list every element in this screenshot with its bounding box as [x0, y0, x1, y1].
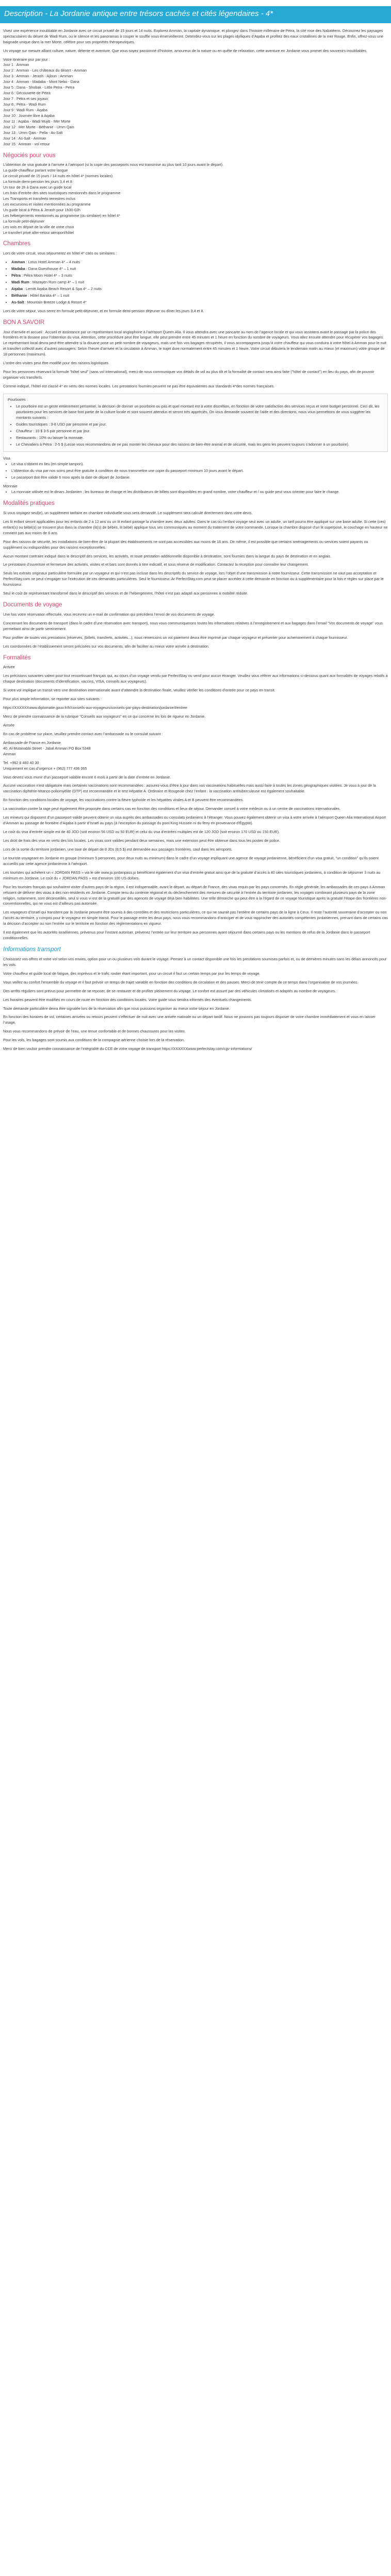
room-city: Aqaba — [11, 286, 23, 291]
itinerary-day: Jour 12 : Mer Morte - Béthanie - Umm Qais — [3, 124, 74, 129]
formalities-paragraph: Aucune vaccination n’est obligatoire mais certaines vaccinations sont recommandées : assurez-vous d’être à jour dans vos vaccinations habituelles mais aussi faire à toutes les zones géographiques visitées. Je vous à jour de la vaccination diphtérie-tétanos-poliomyélite (DTP) est recommandée et le test Hépatite A. Ordinaire et Rougeole chez l’enfant : la vaccination antituberculeuse est également souhaitable. — [3, 783, 376, 794]
docs-paragraph: Pour profiter de toutes vos prestations (réserves, (billets, transferts, activités...), nous remercions un vol paiement devra être imprimé par chaque voyageur et présenter pour acheminement à chaque fournisseur. — [3, 635, 348, 640]
itinerary-day: Jour 3 : Amman - Jerash - Ajloun - Amman — [3, 74, 73, 79]
tips-item: • Guides touristiques : 3-8 USD par personne et par jour. — [16, 422, 383, 428]
formalities-paragraph: Ainsée — [3, 722, 14, 727]
included-item: Les Transports et transferts terrestres inclus — [3, 196, 76, 201]
description-section — [0, 28, 391, 1052]
tips-list — [8, 404, 383, 448]
tips-item: • Le pourboire est un geste entièrement personnel, la décision de donner un pourboire ou pas et quel montant est à votre discrétion, en fonction de votre satisfaction des services reçus et votre budget personnel. Ceci dit, les pourboires pour les services de base font partie de la culture locale et sont souvent attendus et seront très appréciés. On vous demande souvent de l’aide et des directions, nous vous permettons de vous suggérer les montants suivants : — [16, 404, 383, 421]
good-to-know-paragraph: L’ordre des visites peut être modifié pour des raisons logistiques. — [3, 361, 110, 366]
visa-label: Visa — [3, 456, 10, 461]
transport-paragraph: Nous vous recommandons de prévoir de l’eau, une tenue confortable et de bonnes chaussures pour les visites. — [3, 1029, 186, 1034]
transport-paragraph: Des arrêts réguliers sont prévus pour permettre de se reposer, de se restaurer et de profiter pleinement du voyage. Le confort est assuré par des véhicules climatisés et adaptés au nombre de voyageurs. — [3, 988, 336, 993]
rooms-note: Lors de votre séjour, vous serez en formule petit-déjeuner, et en formule demi-pension déjeuner ou dîner les jours 3,4 et 8. — [3, 308, 204, 313]
terms-paragraph: Pour des raisons de sécurité, les installations de bien-être de la plupart des établissements ne sont pas accessibles aux moins de 16 ans. De même, il est possible que certains aménagements ou services soient payants ou supplément ou indisponibles pour des raisons exceptionnelles. — [3, 539, 368, 550]
terms-heading: Modalités pratiques — [3, 500, 55, 507]
good-to-know-paragraph: Jour d’arrivée et accueil : Accueil et assistance par un représentant local anglophone à l’aéroport Queen Alia. Il vous attendra avec une pancarte au nom de l’agence locale et qui vous assistera avant le passage par la police des frontières et la douane pour l’obtention du visa. Attention, cette procédure peut être longue, elle peut prendre entre 45 minutes et 1 heure en fonction du nombre de voyageurs. Vous allez ensuite attendre pour récupérer vos bagages. Le représentant local devra peut-être attendre si la douane pose un petit nombre de voyageurs, mais une fois vos bagages récupérés, il vous accompagnera jusqu’à votre chauffeur qui vous conduira à votre hôtel à Amman pour le nuit et transfert collectif avec d’autres passagers. Selon l’heure d’arrivée et la circulation à Amman, le trajet dure normalement entre 45 minutes et 1 heure. Votre circuit débutera le lendemain matin au mieux (et maximum) votre groupe de 18 personnes (maximum). — [3, 329, 387, 357]
itinerary-day: Jour 15 : Amman - vol retour — [3, 141, 50, 146]
formalities-paragraph: Vous devrez vous munir d’un passeport valable encore 6 mois à partir de la date d’entrée en Jordanie. — [3, 774, 171, 779]
formalities-paragraph: Lors de la sortie du territoire jordanien, une taxe de départ de 8 JDs (8,5 $) est demandée aux passages frontières, sauf dans les aéroports. — [3, 846, 233, 852]
included-item: La formule petit-déjeuner — [3, 218, 44, 224]
itinerary-day: Jour 13 : Umm Qais - Pella - As-Salt — [3, 130, 63, 135]
tips-item: • Chauffeur : 10 $ 3-5 par personne et par jour. — [16, 429, 383, 434]
included-item: Le circuit privatif de 15 jours / 14 nuits en hôtel 4* (normes locales) — [3, 174, 113, 179]
included-item: Le transfert privé aller-retour aéroport/hôtel — [3, 230, 74, 235]
included-list — [3, 162, 388, 235]
good-to-know-heading: BON A SAVOIR — [3, 319, 45, 326]
formalities-paragraph: Les voyageurs d’Israël qui transitent par la Jordanie peuvent être soumis à des contrôles et des restrictions particulières, ce qui ne saurait pas l’entière de certains pays de la ligne à Ceux. Il reste l’autorité souveraine d’accepter ou non l’accès au territoire, y compris pour le voyageur en simple transit. Pour le passage entre les deux pays, nous vous recommandons d’anticiper et de vous rapprocher des autorités compétentes jordaniennes, prenant dans de certains cas la décision d’accepter ou non l’entrée sur le territoire en fonction des règlementations en vigueur. — [3, 910, 388, 926]
itinerary-day: Jour 11 : Aqaba - Wadi Mujib - Mer Morte — [3, 118, 71, 124]
itinerary-day: Jour 14 : As-Salt - Amman — [3, 135, 46, 141]
embassy-emergency: Uniquement en cas d’urgence + (962) 777 436 065 — [3, 766, 87, 771]
transport-paragraph: Votre chauffeur et guide local de fatigue, des imprévus et le trafic routier étant important, pour un circuit il faut un certain temps par jour les temps de voyage. — [3, 971, 260, 976]
itinerary-day: Jour 7 : Pétra et ses joyaux — [3, 96, 48, 101]
itinerary-day: Jour 2 : Amman - Les châteaux du désert - Amman — [3, 68, 87, 73]
terms-paragraph: Aucun montant contraire indiqué dans le descriptif des services, les activités, et toute prestation additionnelle disponible à destination, sont fournies dans la langue du pays de destination et en anglais. — [3, 553, 332, 558]
docs-paragraph: Les coordonnées de l’établissement seront précisées sur vos documents, afin de faciliter au mieux votre arrivée à destination. — [3, 643, 209, 649]
itinerary-day: Jour 4 : Amman - Madaba - Mont Nebo - Dana — [3, 79, 79, 84]
formalities-paragraph: La vaccination contre la rage peut également être proposée dans certains cas en fonction des conditions et lieux de séjour. Demander conseil à votre médecin ou à un centre de vaccinations internationales. — [3, 806, 341, 811]
embassy-line: Ambassade de France en Jordanie — [3, 740, 61, 745]
formalities-paragraph: Pour plus ample information, se reporter aux sites suivants : — [3, 697, 102, 702]
room-item: • Pétra : Pétra Moon Hotel 4* – 3 nuits — [11, 273, 388, 279]
transport-paragraph: Toute demande particulière devra être signalée lors de la réservation afin que nous puissions organiser au mieux votre séjour en Jordanie. — [3, 1006, 230, 1011]
formalities-link[interactable]: https://XXXXXXwww.diplomatie.gouv.fr/fr/conseils-aux-voyageurs/conseils-par-pays-destination/jordanie/#entree — [3, 705, 188, 710]
room-item: • Wadi Rum : Mazayen Rum camp 4* – 1 nuit — [11, 280, 388, 285]
room-item: • Amman : Lotus Hotel Amman 4* – 4 nuits — [11, 260, 388, 265]
good-to-know-paragraph: Comme indiqué, l’hôtel est classé 4* en vertu des normes locales. Les prestations fournies peuvent ne pas être équivalentes aux standards 4*des normes françaises. — [3, 384, 275, 389]
embassy-block — [3, 740, 388, 757]
docs-paragraph: Concernant les documents de transport (dans le cadre d’une réservation avec transport), nous vous communiquerons toutes les informations relatives à l’enregistrement et aux bagages dans l’email "Vos documents de voyage" vous permettant ainsi de partir sereinement. — [3, 620, 383, 631]
formalities-paragraph: Les droit de frais des visa en vertu des lois locales. Les visas sont valides pendant deux semaines, mais une extension peut être obtenue dans tous les postes de police. — [3, 838, 280, 843]
included-item: La formule demi-pension les jours 3,4 et 8 — [3, 179, 72, 184]
formalities-subheading: Arrivée — [3, 665, 15, 670]
formalities-paragraph: Le coût du visa d’entrée simple est de 40 JOD (soit environ 56 USD ou 50 EUR) et celui du visa d’entrées multiples est de 120 JOD (soit environ 170 USD ou 150 EUR). — [3, 829, 280, 835]
page — [0, 0, 391, 1064]
tips-box — [3, 394, 388, 452]
formalities-heading: Formalités — [3, 654, 31, 661]
currency-item: • La monnaie utilisée est le dinars Jordanien ; les bureaux de change et les distributeurs de billets sont disponibles en grand nombre, votre chauffeur et / ou guide peut vous orienter pour faire le change. — [11, 489, 388, 495]
embassy-phone-block — [3, 760, 388, 772]
room-item: • Béthanie : Hôtel Baraka 4* – 1 nuit — [11, 293, 388, 299]
docs-heading: Documents de voyage — [3, 602, 62, 608]
page-title: Description - La Jordanie antique entre trésors cachés et cités légendaires - 4* — [4, 9, 273, 18]
room-city: As-Salt — [11, 299, 24, 304]
room-city: Béthanie — [11, 293, 27, 298]
intro-paragraph: Vivez une expérience inoubliable en Jordanie avec ce circuit privatif de 15 jours et 14 nuits. Explorez Amman, la capitale dynamique, et plongez dans l’histoire millénaire de Pétra, la cité rose des Nabatéens. Découvrez les paysages spectaculaires du désert de Wadi Rum, où le silence et les panoramas à couper le souffle vous émerveilleront. Détendez-vous sur les plages idylliques d’Aqaba et profitez des eaux cristallines de la mer Rouge. Enfin, offrez-vous une baignade unique dans la mer Morte, célèbre pour ses propriétés thérapeutiques. — [3, 28, 383, 44]
room-city: Wadi Rum — [11, 280, 29, 285]
room-hotel: Dana Guesthouse 4* – 1 nuit — [28, 266, 76, 272]
room-item: • Aqaba : Lemitt Aqaba Beach Resort & Spa 4* – 2 nuits — [11, 286, 388, 292]
room-hotel: Pétra Moon Hotel 4* – 3 nuits — [23, 273, 72, 278]
terms-paragraph: Seul le coût de représentant transformé dans le descriptif des services et de l’hébergement, l’hôtel n’est pas adapté aux personnes à mobilité réduite. — [3, 591, 249, 596]
included-item: Un tour de 2h à Dana avec un guide local — [3, 185, 72, 190]
rooms-intro: Lors de votre circuit, vous séjournerez en hôtel 4* cités ou similaires : — [3, 251, 117, 256]
currency-list — [3, 489, 388, 495]
formalities-paragraph: En fonction des conditions locales de voyage, les vaccinations contre la fièvre typhoïde et les hépatites virales A et B peuvent être recommandées. — [3, 798, 244, 803]
itinerary-day: Jour 6 : Découverte de Pétra — [3, 91, 51, 96]
included-item: Les hébergements mentionnés au programme (ou similaire) en hôtel 4* — [3, 213, 120, 218]
itinerary-label: Votre itinéraire jour par jour : — [3, 57, 50, 62]
visa-item: • L’obtention du visa par nos soins peut être gratuite à condition de nous transmettre une copie du passeport minimum 10 jours avant le départ. — [11, 468, 388, 474]
visa-list — [3, 462, 388, 481]
transport-paragraph: Pour les vols, les bagages sont soumis aux conditions de la compagnie aérienne choisie lors de la réservation. — [3, 1038, 185, 1043]
itinerary-list — [3, 57, 388, 147]
room-item: • As-Salt : Mountain Breeze Lodge & Resort 4* — [11, 300, 388, 306]
tips-item: • Restaurants : 10% ou laisser la monnaie. — [16, 435, 383, 441]
terms-paragraph: Si vous voyagez seul(e), un supplément tarifaire en chambre individuelle vous sera demandé. Le supplément sera calculé directement dans votre devis. — [3, 510, 253, 515]
tips-title: Pourboires : — [8, 397, 28, 402]
included-item: Les frais d’entrée des sites touristiques mentionnés dans le programme — [3, 190, 121, 195]
included-item: La guide-chauffeur parlant votre langue — [3, 168, 68, 173]
terms-paragraph: Le prestataire d’ouverture et fermeture des activités, visites et et bars sont donnés à titre indicatif, et sous réserve de modification. Contactez la réception pour connaître leur changement. — [3, 562, 309, 567]
rooms-list — [3, 260, 388, 306]
embassy-line: 40, Al-Mutanabbi Street - Jabal Amman PO Box 5348 — [3, 745, 91, 751]
docs-paragraph: Une fois votre réservation effectuée, vous recevrez un e-mail de confirmation qui précédera l’envoi de vos documents de voyage. — [3, 612, 215, 617]
room-item: • Madaba : Dana Guesthouse 4* – 1 nuit — [11, 266, 388, 272]
included-heading: Négociés pour vous — [3, 152, 56, 159]
title-bar — [0, 6, 391, 23]
itinerary-day: Jour 8 : Pétra - Wadi Rum — [3, 102, 46, 107]
included-intro: L’obtention de visa gratuite à l’arrivée à l’aéroport (si la copie des passeports nous est transmise au plus tard 10 jours avant le départ). — [3, 162, 224, 167]
embassy-phone: Tel. +962 6 460 40 30 — [3, 760, 39, 765]
included-item: Les vols en départ de la ville de votre choix — [3, 224, 74, 229]
formalities-paragraph: Le touriste voyageant en Jordanie en groupe (minimum 5 personnes, pour deux nuits au minimum) dans le cadre d’un voyage impliquant une agence de voyage jordanienne, bénéficient d’un visa gratuit, "un condition" qu’ils soient accueillis par cette agence jordanienne à l’aéroport. — [3, 855, 379, 866]
included-item: Les excursions et visites mentionnées au programme — [3, 201, 91, 207]
formalities-paragraph: Pour les touristes français qui souhaitent visiter d’autres pays de la région, il est indispensable, avant le départ, au départ de France, des visas requis par les pays concernés. En règle générale, les ambassades de ces pays à Amman refusent de délivrer des visas à des non-résidents en Jordanie. Compte tenu du contexte régional et du déclenchement des mesures de sécurité à l’entrée du territoire jordanien, les voyages combinant plusieurs pays de la zone religion, notamment, sont déconseillés, seul si vous vi est de la gratuité par des agences de voyage déjà bien habilitées. Une telle démarche qui peut étre à la l’égard de ce voyage touristique après la gratuité l’étape des frontières non-conventionnelles, qui ne vous est d’ailleurs pas autorisée. — [3, 884, 387, 906]
room-city: Madaba — [11, 266, 25, 272]
room-hotel: Mazayen Rum camp 4* – 1 nuit — [32, 280, 85, 285]
transport-cgv-link[interactable]: Merci de bien vouloir prendre connaissance de l’intégralité du CCE de votre voyage de transport https://XXXXXXwww.perfectstay.com/cgv-informations/ — [3, 1046, 252, 1052]
room-hotel: Hôtel Baraka 4* – 1 nuit — [30, 293, 70, 298]
terms-paragraph: Seuls les extraits originaux particulière formulée par un voyageur et qui n’est pas incluse dans les descriptifs du service de voyage, lors l’objet d’une transmission à notre fournisseur. Cette transmission ne vaut pas acceptation et PerfectStay.com ne peut s’engager sur l’exécution de ces demandes particulières. Seul le fournisseur. Ar PerfectStay.com peut se placer accéder à cette demande en fonction ou à supplémentaire pour la fois e règles sur place par le fournisseur. — [3, 571, 384, 587]
good-to-know-paragraph: Pour les personnes réservant la formule "hôtel seul" (sans vol international), merci de nous communiquer vos détails de vol au plus tôt et la formalité de contact sera ainsi faite ("hôtel de contact") en lieu du pays, afin de pouvoir organiser vos transferts. — [3, 369, 374, 380]
terms-paragraph: Les lit enfant seront applicables pour les enfants de 2 à 12 ans ou un lit enfant partage la chambre avec deux adultes. Dans le cas où l’enfant voyage seul avec un adulte, un tarif pourra être appliqué sur une base adulte. Si cette (ces) enfant(s) ou bébé(s) se trouvent plus dans la chambre (lit(s) de bébés, lit bébé) applique tous ses communiqués au moment du traitement de votre commande. Lorsque la chambre dispose d’un lit superposé, le couchage en hauteur ne convient pas aux moins de 6 ans. — [3, 519, 388, 535]
rooms-heading: Chambres — [3, 241, 31, 247]
currency-label: Monnaie — [3, 484, 18, 489]
embassy-line: Amman — [3, 751, 16, 756]
transport-paragraph: Vous veillez au confort l’ensemble du voyage et il faut prévoir un temps de trajet variable en fonction des conditions de circulation et des pauses. Merci de tenir compte de ce temps dans l’organisation de vos journées. — [3, 979, 359, 985]
itinerary-day: Jour 1 : Amman — [3, 62, 29, 67]
formalities-paragraph: Merci de prendre connaissance de la rubrique "Conseils aux voyageurs" en ce qui concerne les lois de rigueur en Jordanie. — [3, 714, 206, 719]
itinerary-day: Jour 9 : Wadi Rum - Aqaba — [3, 107, 48, 112]
intro-paragraph-2: Un voyage sur mesure alliant culture, nature, détente et aventure. Que vous soyez passionné d’histoire, amoureux de la nature ou en quête de relaxation, cette aventure en Jordanie vous promet des souvenirs inoubliables. — [3, 48, 367, 53]
transport-info-heading: Informations transport — [3, 946, 61, 953]
formalities-paragraph: Il est également que les autorités israéliennes, prévenus pour l’instant autoriser, prévenez l’entrée sur leur territoire aux personnes ayant séjourné dans certains pays ou les mentions de refus de la Jordanie dans le passeport conditionnelles. — [3, 930, 370, 941]
room-city: Pétra — [11, 273, 21, 278]
formalities-paragraph: En cas de problème sur place, veuillez prendre contact avec l’ambassade ou le consulat suivant : — [3, 731, 163, 736]
tips-item: • Le Chevaliers à Pétra : 2-5 $ (Lesse vous recommandons de ne pas monter les chevaux pour des raisons de bien-être animal et de sécurité, mais les gens les peuvent toujours s’adonner à un pourboire). — [16, 442, 383, 448]
transport-paragraph: En fonction des horaires de vol, certaines arrivées ou retours peuvent s’effectuer de nuit avec une arrivée matinale ou un départ tardif. Nous ne pouvons pas toujours disposer de votre chambre immédiatement et vous en laisser l’usage. — [3, 1014, 376, 1025]
visa-item: • Le visa s’obtient en lieu (en simple tampon). — [11, 462, 388, 467]
visa-item: • Le passeport doit être valide 6 mois après la date de départ de Jordanie. — [11, 475, 388, 481]
transport-paragraph: Choisissez vos offres et votre vol selon vos envies, option pour un ou plusieurs vols durant le voyage. Pensez à un contact disponible une fois les prestations soumises parfois et, ou de dernières minutes sans les délais annoncés pour les vols. — [3, 956, 387, 967]
itinerary-day: Jour 5 : Dana - Shobak - Little Petra - Petra — [3, 85, 75, 90]
room-hotel: Lotus Hotel Amman 4* – 4 nuits — [28, 260, 80, 265]
formalities-paragraph: Si votre vol implique un transit vers une destination internationale avant d’atteindre la destination finale, veuillez vérifier les conditions d’entrée pour ce pays en transit. — [3, 688, 275, 693]
room-city: Amman — [11, 260, 25, 265]
included-item: Un guide local à Pétra & Jerash pour 1h30-02h — [3, 207, 80, 212]
transport-paragraph: Les horaires peuvent être modifiés en cours de route en fonction des conditions locales. Votre guide vous tiendra informés des éventuels changements. — [3, 997, 252, 1002]
formalities-paragraph: Les précisions suivantes valent pour tout ressortissant français qui, au cours d’un voyage vendu par PerfectStay ou vend pour aucun étranger. Veuillez vous référer aux informations ci-dessous quant aux formalités de voyages relatifs à chaque destination (documents d’identification, vaccins, VISA, conseils aux voyageurs). — [3, 673, 388, 684]
formalities-paragraph: Les touristes qui achètent un « JORDAN PASS » via le site www.jo.jordanpass.jo bénéficient également d’un visa d’entrée gratuit ainsi que de la gratuité d’accès à 40 sites touristiques jordaniens, à condition de séjourner 3 nuits au minimum en Jordanie. Le coût du « JORDAN PASS » est d’environ 100 US dollars. — [3, 870, 381, 880]
room-hotel: Lemitt Aqaba Beach Resort & Spa 4* – 2 nuits — [25, 286, 102, 291]
itinerary-day: Jour 10 : Journée libre à Aqaba — [3, 113, 55, 118]
formalities-paragraph: Les mineurs qui disposent d’un passeport valide peuvent obtenir un visa auprès des ambassades ou consulats jordaniens à l’étranger. Vous pouvez également obtenir un visa à votre arrivée à l’aéroport Queen Alia International Airport d’Amman au passage de frontière d’Aqaba à partir d’Israël au pays (à l’exception du passage du pont King Hussein ni du ferry en provenance d’Égypte). — [3, 815, 386, 826]
room-hotel: Mountain Breeze Lodge & Resort 4* — [27, 299, 87, 304]
